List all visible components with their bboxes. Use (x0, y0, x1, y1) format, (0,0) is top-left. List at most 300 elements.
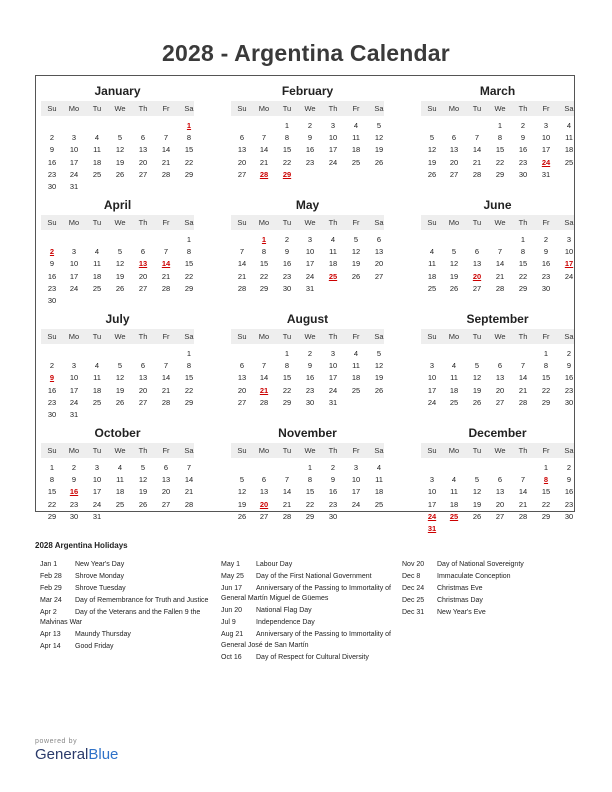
calendar-date: 14 (184, 475, 194, 485)
calendar-date: 26 (449, 283, 459, 293)
weekday-label: Fr (162, 104, 170, 113)
calendar-date: 17 (427, 499, 437, 509)
holiday-date: 20 (259, 499, 269, 509)
month-title: October (94, 426, 141, 440)
calendar-date: 23 (69, 499, 79, 509)
holiday-date-label: Feb 28 (40, 573, 62, 580)
calendar-date: 5 (474, 361, 480, 371)
calendar-date: 2 (49, 361, 55, 371)
calendar-date: 12 (115, 259, 125, 269)
month-title: December (468, 426, 527, 440)
holiday-item (221, 606, 396, 616)
holiday-item (402, 596, 577, 606)
weekday-header-row (41, 215, 194, 230)
calendar-date: 6 (261, 475, 267, 485)
holiday-item (40, 630, 215, 640)
calendar-date: 7 (163, 133, 169, 143)
calendar-date: 19 (138, 487, 148, 497)
holiday-name: Day of the First National Government (256, 573, 372, 580)
calendar-date: 14 (237, 259, 247, 269)
holiday-item (40, 596, 215, 606)
calendar-date: 12 (351, 247, 361, 257)
calendar-date: 11 (329, 247, 337, 257)
calendar-date: 1 (543, 349, 549, 358)
calendar-date: 16 (305, 373, 315, 383)
calendar-date: 26 (374, 385, 384, 395)
holiday-list-column-3 (402, 560, 577, 620)
calendar-date: 23 (564, 499, 574, 509)
calendar-date: 2 (566, 349, 572, 358)
weekday-label: Th (138, 446, 148, 455)
calendar-date: 7 (497, 247, 503, 257)
weekday-label: Tu (92, 332, 102, 341)
calendar-date: 20 (495, 385, 505, 395)
calendar-date: 3 (330, 121, 336, 130)
calendar-date: 30 (328, 511, 338, 521)
calendar-date: 16 (518, 145, 528, 155)
month-december (421, 423, 574, 533)
calendar-date: 16 (305, 145, 315, 155)
calendar-date: 14 (161, 373, 171, 383)
calendar-date: 23 (47, 397, 57, 407)
holiday-name: Anniversary of the Passing to Immortality of General José de San Martín (221, 631, 391, 649)
weekday-label: We (114, 104, 126, 113)
calendar-date: 6 (140, 133, 146, 143)
calendar-date: 29 (47, 511, 57, 521)
calendar-date: 19 (374, 145, 384, 155)
calendar-date: 2 (566, 463, 572, 472)
weekday-label: Mo (68, 446, 80, 455)
calendar-date: 1 (49, 463, 55, 472)
calendar-date: 13 (472, 259, 482, 269)
month-july (41, 309, 194, 419)
holiday-name: Maundy Thursday (75, 631, 131, 639)
calendar-date: 13 (449, 145, 459, 155)
calendar-date: 25 (92, 397, 102, 407)
calendar-date: 22 (259, 271, 269, 281)
calendar-date: 1 (497, 121, 503, 130)
calendar-date: 3 (94, 463, 100, 472)
calendar-date: 6 (239, 361, 245, 371)
holiday-date-label: Jul 9 (221, 619, 236, 627)
calendar-date: 4 (353, 121, 359, 130)
weekday-label: Mo (68, 218, 80, 227)
calendar-date: 9 (71, 475, 77, 485)
calendar-date: 29 (184, 169, 194, 179)
calendar-date: 30 (282, 283, 292, 293)
calendar-date: 10 (69, 373, 79, 383)
calendar-date: 30 (69, 511, 79, 521)
calendar-date: 15 (541, 373, 551, 383)
holiday-name: Day of Remembrance for Truth and Justice (75, 597, 209, 604)
calendar-date: 21 (472, 157, 482, 167)
calendar-date: 6 (140, 247, 146, 257)
holiday-name: New Year's Day (75, 561, 125, 568)
calendar-date: 7 (474, 133, 480, 143)
holiday-name: National Flag Day (256, 607, 312, 615)
brand-name-blue: Blue (88, 746, 119, 763)
weekday-label: Sa (374, 446, 384, 455)
calendar-date: 14 (282, 487, 292, 497)
holiday-item (221, 653, 396, 663)
calendar-date: 31 (305, 283, 315, 293)
calendar-date: 3 (543, 121, 549, 130)
calendar-date: 29 (259, 283, 269, 293)
calendar-date: 3 (429, 475, 435, 485)
holiday-item (402, 572, 577, 582)
calendar-date: 12 (427, 145, 437, 155)
calendar-date: 12 (374, 133, 384, 143)
powered-by-text: powered by (35, 738, 78, 745)
weekday-header-row (231, 329, 384, 344)
calendar-date: 28 (161, 169, 171, 179)
calendar-date: 26 (472, 397, 482, 407)
calendar-date: 12 (138, 475, 148, 485)
holiday-date-label: Apr 13 (40, 631, 61, 639)
calendar-date: 15 (47, 487, 57, 497)
weekday-label: Fr (162, 218, 170, 227)
weekday-label: Mo (258, 104, 270, 113)
holiday-name: New Year's Eve (437, 609, 486, 616)
weekday-label: Tu (472, 104, 482, 113)
calendar-date: 27 (138, 397, 148, 407)
weekday-label: Sa (184, 332, 194, 341)
month-title: May (295, 198, 320, 212)
weekday-label: Sa (184, 104, 194, 113)
weekday-label: Fr (162, 446, 170, 455)
holiday-date: 21 (259, 385, 269, 395)
calendar-date: 10 (351, 475, 361, 485)
weekday-header-row (231, 215, 384, 230)
calendar-date: 26 (115, 397, 125, 407)
calendar-date: 17 (305, 259, 315, 269)
calendar-date: 3 (330, 349, 336, 358)
calendar-date: 19 (374, 373, 384, 383)
calendar-date: 29 (518, 283, 528, 293)
weekday-label: Mo (68, 104, 80, 113)
holiday-date-label: Apr 2 (40, 609, 57, 616)
calendar-date: 28 (184, 499, 194, 509)
calendar-date: 28 (495, 283, 505, 293)
calendar-date: 1 (520, 235, 526, 244)
calendar-date: 2 (49, 133, 55, 143)
calendar-date: 20 (138, 385, 148, 395)
calendar-date: 23 (564, 385, 574, 395)
calendar-date: 22 (184, 271, 194, 281)
calendar-date: 30 (541, 283, 551, 293)
calendar-date: 9 (566, 475, 572, 485)
weekday-label: Fr (352, 104, 360, 113)
calendar-date: 22 (282, 385, 292, 395)
calendar-date: 4 (451, 361, 457, 371)
calendar-date: 7 (520, 361, 526, 371)
calendar-date: 12 (115, 145, 125, 155)
calendar-date: 10 (305, 247, 315, 257)
calendar-date: 11 (375, 475, 383, 485)
holiday-date: 9 (49, 373, 55, 383)
calendar-date: 4 (94, 247, 100, 257)
weekday-label: Th (138, 104, 148, 113)
calendar-date: 18 (351, 373, 361, 383)
month-title: August (286, 312, 329, 326)
calendar-date: 3 (353, 463, 359, 472)
month-february (231, 81, 384, 185)
calendar-date: 19 (449, 271, 459, 281)
holiday-date: 24 (541, 157, 551, 167)
calendar-date: 18 (449, 499, 459, 509)
calendar-date: 4 (330, 235, 336, 244)
holiday-name: Anniversary of the Passing to Immortality of General Martín Miguel de Güemes (221, 585, 391, 603)
calendar-date: 18 (92, 157, 102, 167)
calendar-date: 21 (518, 385, 528, 395)
calendar-date: 11 (450, 487, 458, 497)
weekday-header-row (41, 101, 194, 116)
calendar-date: 13 (237, 145, 247, 155)
weekday-header-row (421, 443, 574, 458)
holiday-date: 31 (427, 524, 437, 533)
calendar-date: 25 (564, 157, 574, 167)
calendar-date: 9 (49, 259, 55, 269)
weekday-label: Sa (184, 446, 194, 455)
calendar-date: 8 (543, 361, 549, 371)
weekday-label: Fr (542, 218, 550, 227)
calendar-date: 9 (307, 133, 313, 143)
holiday-name: Immaculate Conception (437, 573, 511, 580)
calendar-date: 15 (282, 145, 292, 155)
weekday-label: We (304, 446, 316, 455)
calendar-date: 28 (259, 397, 269, 407)
weekday-label: Tu (472, 446, 482, 455)
weekday-label: We (304, 218, 316, 227)
calendar-date: 10 (541, 133, 551, 143)
calendar-date: 21 (237, 271, 247, 281)
calendar-date: 10 (69, 259, 79, 269)
calendar-date: 5 (117, 247, 123, 257)
weekday-header-row (41, 443, 194, 458)
weekday-label: Su (47, 104, 57, 113)
calendar-date: 7 (163, 361, 169, 371)
holiday-date: 16 (69, 487, 79, 497)
weekday-label: Su (47, 218, 57, 227)
calendar-date: 5 (140, 463, 146, 472)
weekday-label: Su (427, 104, 437, 113)
calendar-date: 8 (49, 475, 55, 485)
calendar-date: 16 (541, 259, 551, 269)
weekday-label: Mo (448, 332, 460, 341)
calendar-date: 2 (520, 121, 526, 130)
weekday-label: We (114, 332, 126, 341)
calendar-date: 21 (282, 499, 292, 509)
calendar-date: 7 (284, 475, 290, 485)
calendar-date: 15 (184, 373, 194, 383)
holiday-date-label: Jun 17 (221, 585, 243, 592)
calendar-date: 22 (518, 271, 528, 281)
calendar-date: 5 (117, 133, 123, 143)
holiday-date: 29 (282, 169, 292, 179)
holiday-name: Labour Day (256, 561, 293, 568)
calendar-date: 23 (282, 271, 292, 281)
calendar-date: 17 (92, 487, 102, 497)
calendar-date: 11 (93, 373, 101, 383)
calendar-date: 24 (328, 157, 338, 167)
holiday-name: Day of Respect for Cultural Diversity (256, 653, 369, 661)
calendar-date: 23 (305, 385, 315, 395)
calendar-date: 18 (351, 145, 361, 155)
calendar-date: 27 (237, 169, 247, 179)
weekday-header-row (421, 215, 574, 230)
month-august (231, 309, 384, 413)
calendar-date: 15 (259, 259, 269, 269)
calendar-date: 15 (518, 259, 528, 269)
calendar-date: 13 (374, 247, 384, 257)
calendar-date: 16 (282, 259, 292, 269)
holiday-date-label: May 25 (221, 573, 244, 580)
calendar-date: 7 (261, 133, 267, 143)
calendar-date: 11 (565, 133, 573, 143)
calendar-date: 4 (566, 121, 572, 130)
calendar-date: 8 (284, 133, 290, 143)
calendar-date: 24 (564, 271, 574, 281)
weekday-header-row (421, 329, 574, 344)
weekday-label: Tu (282, 104, 292, 113)
calendar-date: 23 (305, 157, 315, 167)
weekday-label: Fr (542, 446, 550, 455)
weekday-label: Tu (92, 104, 102, 113)
calendar-date: 21 (161, 385, 171, 395)
calendar-date: 23 (518, 157, 528, 167)
holiday-date: 1 (186, 121, 192, 130)
calendar-date: 9 (49, 145, 55, 155)
calendar-date: 18 (92, 385, 102, 395)
calendar-date: 8 (186, 133, 192, 143)
calendar-date: 12 (472, 373, 482, 383)
calendar-date: 18 (115, 487, 125, 497)
holiday-item (40, 572, 215, 582)
calendar-date: 2 (284, 235, 290, 244)
calendar-date: 24 (305, 271, 315, 281)
holiday-item (40, 608, 215, 629)
calendar-date: 11 (93, 259, 101, 269)
calendar-date: 14 (495, 259, 505, 269)
calendar-date: 26 (427, 169, 437, 179)
weekday-label: Sa (374, 104, 384, 113)
calendar-date: 20 (374, 259, 384, 269)
calendar-date: 14 (161, 145, 171, 155)
calendar-date: 16 (47, 157, 57, 167)
calendar-date: 13 (138, 373, 148, 383)
weekday-label: Fr (162, 332, 170, 341)
calendar-date: 22 (305, 499, 315, 509)
calendar-date: 20 (495, 499, 505, 509)
calendar-date: 10 (92, 475, 102, 485)
calendar-date: 5 (474, 475, 480, 485)
calendar-date: 6 (497, 475, 503, 485)
calendar-date: 25 (374, 499, 384, 509)
weekday-label: We (494, 446, 506, 455)
holiday-name: Christmas Eve (437, 585, 483, 592)
weekday-label: Su (427, 446, 437, 455)
holiday-date-label: Oct 16 (221, 653, 242, 661)
holiday-date-label: Dec 8 (402, 573, 421, 580)
calendar-date: 23 (541, 271, 551, 281)
weekday-label: Sa (564, 332, 574, 341)
holiday-list-column-2 (221, 560, 396, 665)
calendar-date: 28 (518, 511, 528, 521)
calendar-date: 5 (117, 361, 123, 371)
calendar-date: 19 (427, 157, 437, 167)
calendar-date: 2 (543, 235, 549, 244)
holiday-item (221, 572, 396, 582)
calendar-date: 6 (163, 463, 169, 472)
calendar-date: 11 (116, 475, 124, 485)
weekday-label: Su (427, 332, 437, 341)
weekday-label: Sa (564, 446, 574, 455)
calendar-date: 7 (261, 361, 267, 371)
calendar-date: 25 (427, 283, 437, 293)
calendar-date: 19 (237, 499, 247, 509)
weekday-label: Tu (472, 218, 482, 227)
calendar-date: 4 (94, 361, 100, 371)
weekday-label: Tu (282, 332, 292, 341)
calendar-date: 25 (351, 385, 361, 395)
weekday-label: We (494, 104, 506, 113)
month-september (421, 309, 574, 413)
calendar-date: 28 (237, 283, 247, 293)
calendar-date: 25 (92, 169, 102, 179)
calendar-date: 16 (47, 385, 57, 395)
holiday-date: 13 (138, 259, 148, 269)
calendar-date: 7 (163, 247, 169, 257)
holiday-date-label: Jun 20 (221, 607, 243, 615)
holiday-date: 14 (161, 259, 171, 269)
calendar-date: 11 (428, 259, 436, 269)
weekday-label: Su (47, 446, 57, 455)
calendar-date: 15 (305, 487, 315, 497)
calendar-date: 11 (93, 145, 101, 155)
calendar-date: 10 (328, 133, 338, 143)
holiday-item (40, 560, 215, 570)
month-title: January (94, 84, 141, 98)
calendar-date: 9 (520, 133, 526, 143)
calendar-date: 29 (184, 283, 194, 293)
weekday-label: We (114, 218, 126, 227)
calendar-date: 22 (47, 499, 57, 509)
calendar-date: 12 (237, 487, 247, 497)
calendar-date: 4 (451, 475, 457, 485)
calendar-date: 4 (117, 463, 123, 472)
weekday-label: Sa (564, 104, 574, 113)
calendar-date: 16 (328, 487, 338, 497)
calendar-date: 27 (138, 283, 148, 293)
calendar-date: 5 (376, 349, 382, 358)
calendar-date: 27 (259, 511, 269, 521)
calendar-date: 3 (566, 235, 572, 244)
month-title: February (281, 84, 334, 98)
holiday-date-label: Feb 29 (40, 585, 62, 592)
holiday-date: 20 (472, 271, 482, 281)
calendar-date: 6 (474, 247, 480, 257)
calendar-date: 22 (541, 385, 551, 395)
calendar-date: 27 (374, 271, 384, 281)
calendar-date: 3 (71, 133, 77, 143)
weekday-header-row (231, 101, 384, 116)
calendar-date: 12 (374, 361, 384, 371)
calendar-date: 4 (429, 247, 435, 257)
calendar-date: 31 (69, 410, 79, 419)
calendar-date: 25 (351, 157, 361, 167)
weekday-label: Th (518, 332, 528, 341)
holiday-date: 8 (543, 475, 549, 485)
